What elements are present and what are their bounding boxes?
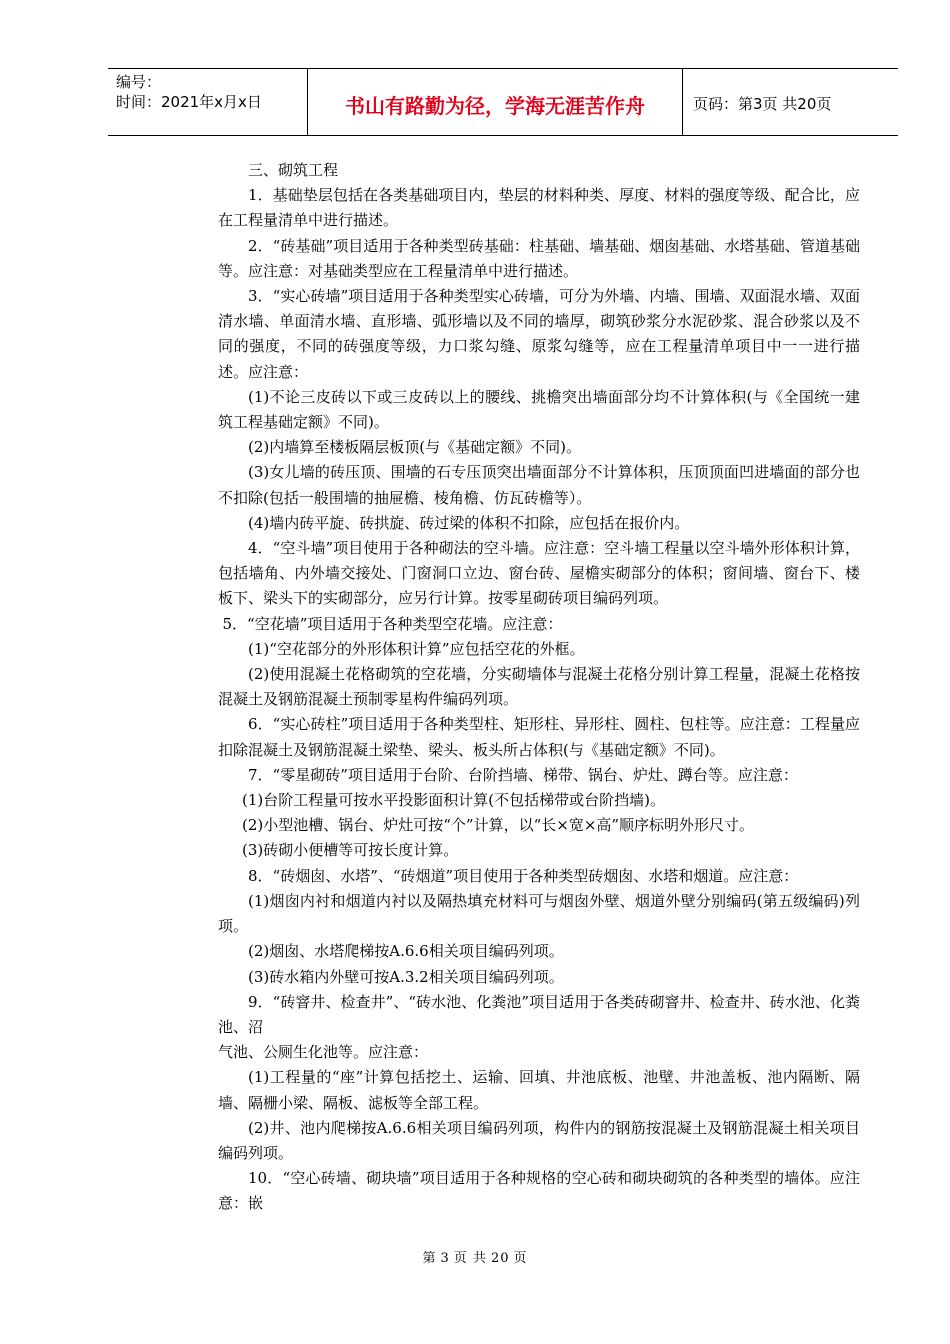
body-paragraph: (1)工程量的“座”计算包括挖土、运输、回填、井池底板、池壁、井池盖板、池内隔断、隔墙、隔栅小梁、隔板、滤板等全部工程。 bbox=[218, 1068, 860, 1112]
body-paragraph: (2)使用混凝土花格砌筑的空花墙，分实砌墙体与混凝土花格分别计算工程量，混凝土花格按混凝土及钢筋混凝土预制零星构件编码列项。 bbox=[218, 665, 860, 709]
footer-total-pages: 20 bbox=[490, 1251, 510, 1266]
body-paragraph: 7．“零星砌砖”项目适用于台阶、台阶挡墙、梯带、锅台、炉灶、蹲台等。应注意： bbox=[248, 765, 798, 784]
body-paragraph: (1)台阶工程量可按水平投影面积计算(不包括梯带或台阶挡墙)。 bbox=[242, 791, 665, 810]
footer-middle: 页 共 bbox=[453, 1251, 487, 1266]
body-paragraph: 8．“砖烟囱、水塔”、“砖烟道”项目使用于各种类型砖烟囱、水塔和烟道。应注意： bbox=[248, 866, 799, 885]
body-paragraph: (2)小型池槽、锅台、炉灶可按“个”计算，以“长×宽×高”顺序标明外形尺寸。 bbox=[242, 816, 755, 835]
body-paragraph: 三、砌筑工程 bbox=[248, 161, 339, 179]
body-paragraph: (1)不论三皮砖以下或三皮砖以上的腰线、挑檐突出墙面部分均不计算体积(与《全国统一建筑工程基础定额》不同)。 bbox=[218, 387, 860, 432]
time-label: 时间：2021年x月x日 bbox=[116, 93, 262, 111]
body-paragraph: 3．“实心砖墙”项目适用于各种类型实心砖墙，可分为外墙、内墙、围墙、双面混水墙、双面清水墙、单面清水墙、直形墙、弧形墙以及不同的墙厚，砌筑砂浆分水泥砂浆、混合砂浆以及不同的强度，不同的砖强度等级，力口浆勾缝、原浆勾缝等，应在工程量清单项目中一一进行描述。应注意： bbox=[218, 287, 860, 381]
footer-prefix: 第 bbox=[422, 1251, 437, 1266]
body-paragraph: (1)烟囱内衬和烟道内衬以及隔热填充材料可与烟囱外壁、烟道外壁分别编码(第五级编码)列项。 bbox=[218, 891, 860, 936]
page-footer bbox=[0, 1247, 950, 1266]
body-paragraph: (1)“空花部分的外形体积计算”应包括空花的外框。 bbox=[248, 639, 585, 658]
header-page-info: 页码：第3页 共20页 bbox=[693, 94, 832, 113]
body-paragraph: (2)烟囱、水塔爬梯按A.6.6相关项目编码列项。 bbox=[248, 942, 564, 961]
header-meta bbox=[108, 69, 308, 135]
serial-label: 编号： bbox=[116, 73, 162, 91]
header-motto: 书山有路勤为径，学海无涯苦作舟 bbox=[308, 69, 683, 135]
body-paragraph: 2．“砖基础”项目适用于各种类型砖基础：柱基础、墙基础、烟囱基础、水塔基础、管道基础等。应注意：对基础类型应在工程量清单中进行描述。 bbox=[218, 236, 860, 280]
body-paragraph: (2)井、池内爬梯按A.6.6相关项目编码列项，构件内的钢筋按混凝土及钢筋混凝土相关项目编码列项。 bbox=[218, 1118, 860, 1162]
document-body bbox=[218, 158, 860, 1217]
body-paragraph: 1．基础垫层包括在各类基础项目内，垫层的材料种类、厚度、材料的强度等级、配合比，应在工程量清单中进行描述。 bbox=[218, 186, 860, 230]
footer-page-number: 3 bbox=[440, 1251, 450, 1266]
body-paragraph: (3)砖砌小便槽等可按长度计算。 bbox=[242, 841, 459, 860]
body-paragraph: 6．“实心砖柱”项目适用于各种类型柱、矩形柱、异形柱、圆柱、包柱等。应注意：工程量应扣除混凝土及钢筋混凝土梁垫、梁头、板头所占体积(与《基础定额》不同)。 bbox=[218, 715, 860, 759]
body-paragraph: (2)内墙算至楼板隔层板顶(与《基础定额》不同)。 bbox=[248, 438, 581, 457]
footer-suffix: 页 bbox=[513, 1251, 528, 1266]
body-paragraph: 气池、公厕生化池等。应注意： bbox=[218, 1043, 429, 1062]
body-paragraph: (3)砖水箱内外壁可按A.3.2相关项目编码列项。 bbox=[248, 967, 564, 986]
body-paragraph: (4)墙内砖平旋、砖拱旋、砖过梁的体积不扣除，应包括在报价内。 bbox=[248, 513, 690, 532]
body-paragraph: (3)女儿墙的砖压顶、围墙的石专压顶突出墙面部分不计算体积，压顶顶面凹进墙面的部分也不扣除(包括一般围墙的抽屉檐、棱角檐、仿瓦砖檐等）。 bbox=[218, 463, 860, 507]
body-paragraph: 4．“空斗墙”项目使用于各种砌法的空斗墙。应注意：空斗墙工程量以空斗墙外形体积计算，包括墙角、内外墙交接处、门窗洞口立边、窗台砖、屋檐实砌部分的体积；窗间墙、窗台下、楼板下、梁头下的实砌部分，应另行计算。按零星砌砖项目编码列项。 bbox=[218, 539, 860, 608]
page-header bbox=[108, 68, 898, 136]
body-paragraph: 10．“空心砖墙、砌块墙”项目适用于各种规格的空心砖和砌块砌筑的各种类型的墙体。应注意：嵌 bbox=[218, 1169, 860, 1213]
body-paragraph: 5．“空花墙”项目适用于各种类型空花墙。应注意： bbox=[222, 614, 563, 633]
body-paragraph: 9．“砖窨井、检查井”、“砖水池、化粪池”项目适用于各类砖砌窨井、检查井、砖水池、化粪池、沼 bbox=[218, 992, 860, 1036]
